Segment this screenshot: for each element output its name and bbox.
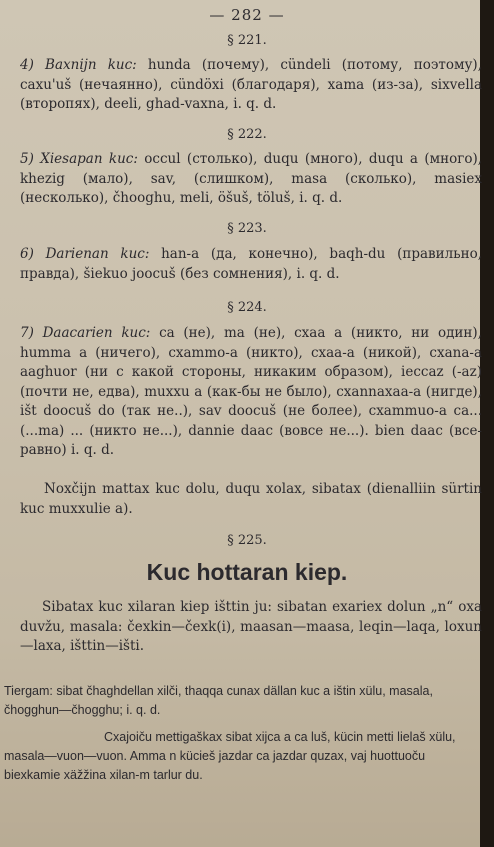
adverb-list: ca (не), ma (не), cxaa a (никто, ни один), humma a (ничего), cxammo-a (никто), cxaa-a (никой), cxana-a aaghuor (ни с какой стороны, никаким образом), ieccaz (-az) (почти не, едва), muxxu a (как-бы не было), cxannaxaa-a (нигде), išt doocuš do (так не..), sav doocuš (не более), cxammuo-a ca... (...ma) ... (никто не...), dannie daac (вовсе не...). bien daac (все-равно) i. q. d. (20, 325, 482, 458)
adverb-list: hunda (почему), cündeli (потому, поэтому), caxu'uš (нечаянно), cündöxi (благодаря), xama (из-за), sixvella (второпях), deeli, ghad-vaxna, i. q. d. (20, 57, 482, 112)
section-number: § 222. (227, 127, 267, 142)
section-number: § 225. (227, 533, 267, 548)
paragraph (20, 56, 482, 115)
section-number: § 221. (227, 33, 267, 48)
section-number: § 223. (227, 221, 267, 236)
adverb-category-label: 4) Baxnijn kuc: (20, 57, 137, 73)
paragraph (20, 245, 482, 284)
paragraph: Sibatax kuc xilaran kiep išttin ju: sibatan exariex dolun „n“ oxa duvžu, masala: čexkin—čexk(i), maasan—maasa, leqin—laqa, loxun—laxa, išttin—išti. (20, 599, 482, 654)
adverb-list: occul (столько), duqu (много), duqu a (много), khezig (мало), sav, (слишком), masa (сколько), masiex (несколько), čhooghu, meli, öšuš, töluš, i. q. d. (20, 151, 483, 206)
paragraph (20, 150, 482, 209)
section-title: Kuc hottaran kiep. (146, 559, 348, 585)
note-text: Cxajoiču mettigaškax sibat xijca a ca luš, kücin metti lielaš xülu, masala—vuon—vuon. Amma n kücieš jazdar ca jazdar quzax, vaj huottuoču biexkamie xäžžina xilan-m tarlur du. (4, 730, 456, 782)
note-paragraph (4, 682, 482, 720)
paragraph: Noxčijn mattax kuc dolu, duqu xolax, sibatax (dienalliin sürtin kuc muxxulie a). (20, 481, 482, 517)
note-paragraph (4, 728, 482, 785)
note-text: sibat čhaghdellan xilči, thaqqa cunax dällan kuc a ištin xülu, masala, čhogghun—čhogghu; i. q. d. (4, 684, 433, 717)
adverb-category-label: 6) Darienan kuc: (20, 246, 150, 262)
adverb-category-label: 7) Daacarien kuc: (20, 325, 151, 341)
section-number: § 224. (227, 300, 267, 315)
adverb-list: han-a (да, конечно), baqh-du (правильно, правда), šiekuo joocuš (без сомнения), i. q. d. (20, 246, 482, 282)
note-label: Tiergam: (4, 684, 53, 698)
adverb-category-label: 5) Xiesapan kuc: (20, 151, 138, 167)
page-number: — 282 — (209, 6, 285, 24)
paragraph (20, 324, 482, 461)
